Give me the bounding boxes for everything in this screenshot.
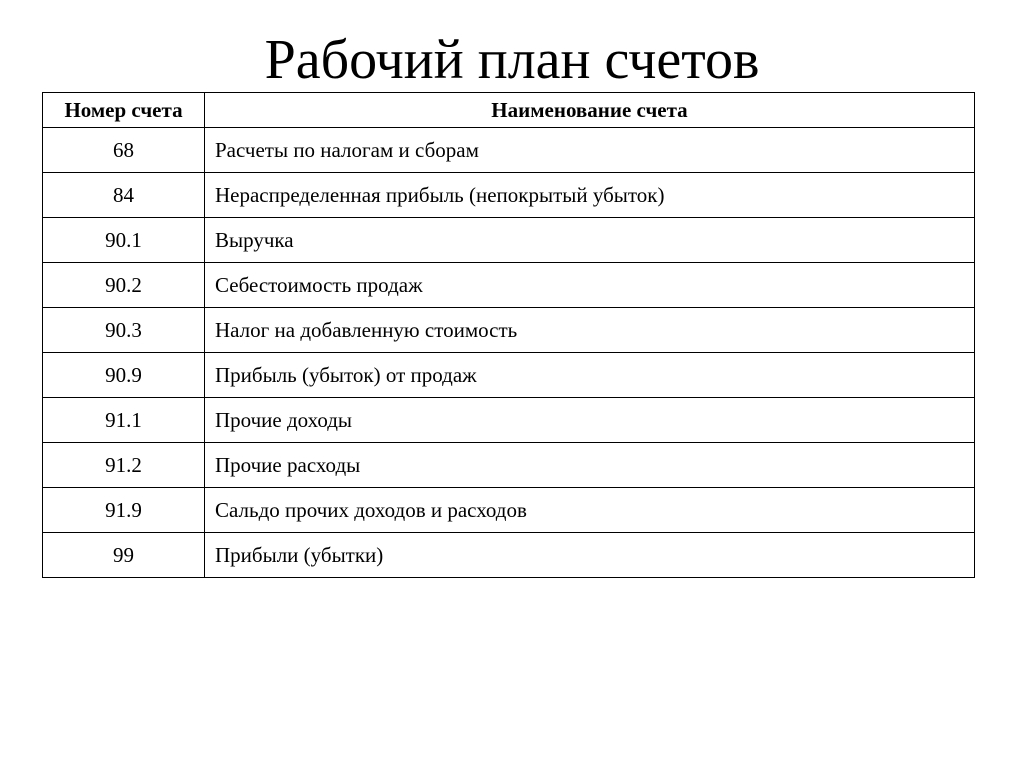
table-row <box>43 308 975 353</box>
table-header-row <box>43 93 975 128</box>
account-name-cell: Прочие доходы <box>205 398 975 443</box>
account-name-cell: Себестоимость продаж <box>205 263 975 308</box>
account-name-cell: Налог на добавленную стоимость <box>205 308 975 353</box>
account-number-cell: 90.3 <box>43 308 205 353</box>
slide-title: Рабочий план счетов <box>264 29 760 91</box>
table-row <box>43 443 975 488</box>
account-name-cell: Прибыль (убыток) от продаж <box>205 353 975 398</box>
account-name-cell: Выручка <box>205 218 975 263</box>
account-name-cell: Сальдо прочих доходов и расходов <box>205 488 975 533</box>
account-number-cell: 99 <box>43 533 205 578</box>
account-name-cell: Расчеты по налогам и сборам <box>205 128 975 173</box>
account-number-cell: 91.2 <box>43 443 205 488</box>
account-number-cell: 91.1 <box>43 398 205 443</box>
table-row <box>43 398 975 443</box>
account-number-cell: 90.9 <box>43 353 205 398</box>
chart-of-accounts-table <box>42 92 975 578</box>
account-number-cell: 68 <box>43 128 205 173</box>
account-number-cell: 84 <box>43 173 205 218</box>
header-account-name: Наименование счета <box>205 93 975 128</box>
table-row <box>43 263 975 308</box>
table-row <box>43 173 975 218</box>
header-account-number: Номер счета <box>43 93 205 128</box>
account-name-cell: Прибыли (убытки) <box>205 533 975 578</box>
account-number-cell: 90.1 <box>43 218 205 263</box>
table-row <box>43 128 975 173</box>
table-row <box>43 533 975 578</box>
account-number-cell: 91.9 <box>43 488 205 533</box>
account-name-cell: Прочие расходы <box>205 443 975 488</box>
account-name-cell: Нераспределенная прибыль (непокрытый убыток) <box>205 173 975 218</box>
account-number-cell: 90.2 <box>43 263 205 308</box>
table-row <box>43 353 975 398</box>
table-row <box>43 218 975 263</box>
table-row <box>43 488 975 533</box>
